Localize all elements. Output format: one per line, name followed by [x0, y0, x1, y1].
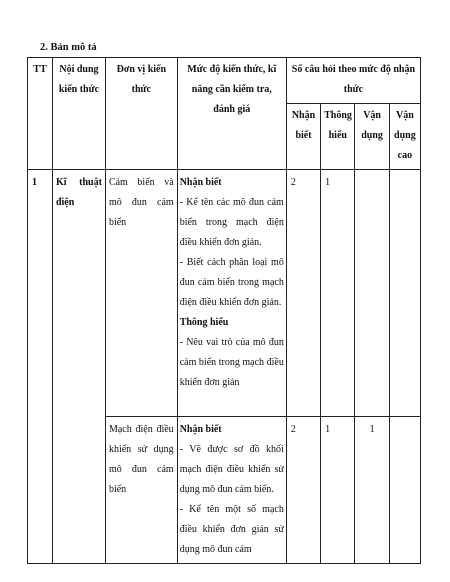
- row-muc-do: [177, 417, 286, 564]
- count-nhan-biet: 2: [286, 417, 320, 564]
- row-tt: 1: [28, 170, 53, 564]
- row-noi-dung: Kĩ thuật điện: [52, 170, 105, 564]
- header-don-vi: Đơn vị kiến thức: [105, 58, 177, 170]
- count-thong-hieu: 1: [321, 417, 355, 564]
- description-table: [27, 57, 421, 564]
- level-title: Nhận biết: [179, 177, 222, 188]
- count-nhan-biet: 2: [286, 170, 320, 417]
- header-row: [28, 58, 421, 104]
- header-tt: TT: [28, 58, 53, 170]
- header-thong-hieu: Thông hiểu: [321, 104, 355, 170]
- row-don-vi: Mạch điện điều khiển sử dụng mô đun cảm biến: [105, 417, 177, 564]
- count-van-dung-cao: [389, 170, 420, 417]
- level-item: - Nêu vai trò của mô đun cảm biến trong mạch điều khiển đơn giản: [179, 337, 284, 388]
- level-item: - Kể tên các mô đun cảm biến trong mạch điện điều khiển đơn giản.: [179, 197, 284, 248]
- table-row: [28, 170, 421, 417]
- section-heading: 2. Bản mô tả: [40, 42, 97, 53]
- header-nhan-biet: Nhận biết: [286, 104, 320, 170]
- row-don-vi: Cảm biến và mô đun cảm biến: [105, 170, 177, 417]
- header-van-dung-cao: Vận dụng cao: [389, 104, 420, 170]
- header-so-cau: Số câu hỏi theo mức độ nhận thức: [286, 58, 420, 104]
- header-muc-do: Mức độ kiến thức, kĩ năng cần kiểm tra, đánh giá: [177, 58, 286, 170]
- level-item: - Biết cách phân loại mô đun cảm biến trong mạch điện điều khiển đơn giản.: [179, 257, 284, 308]
- row-muc-do: [177, 170, 286, 417]
- level-item: - Vẽ được sơ đồ khối mạch điện điều khiển sử dụng mô đun cảm biến.: [179, 444, 284, 495]
- count-van-dung-cao: [389, 417, 420, 564]
- count-van-dung: [355, 170, 389, 417]
- count-thong-hieu: 1: [321, 170, 355, 417]
- count-van-dung: 1: [355, 417, 389, 564]
- level-item: - Kể tên một số mạch điều khiển đơn giản sử dụng mô đun cảm: [179, 504, 284, 555]
- header-noi-dung: Nội dung kiến thức: [52, 58, 105, 170]
- level-title: Nhận biết: [179, 424, 222, 435]
- level-title: Thông hiểu: [179, 317, 229, 328]
- header-van-dung: Vận dụng: [355, 104, 389, 170]
